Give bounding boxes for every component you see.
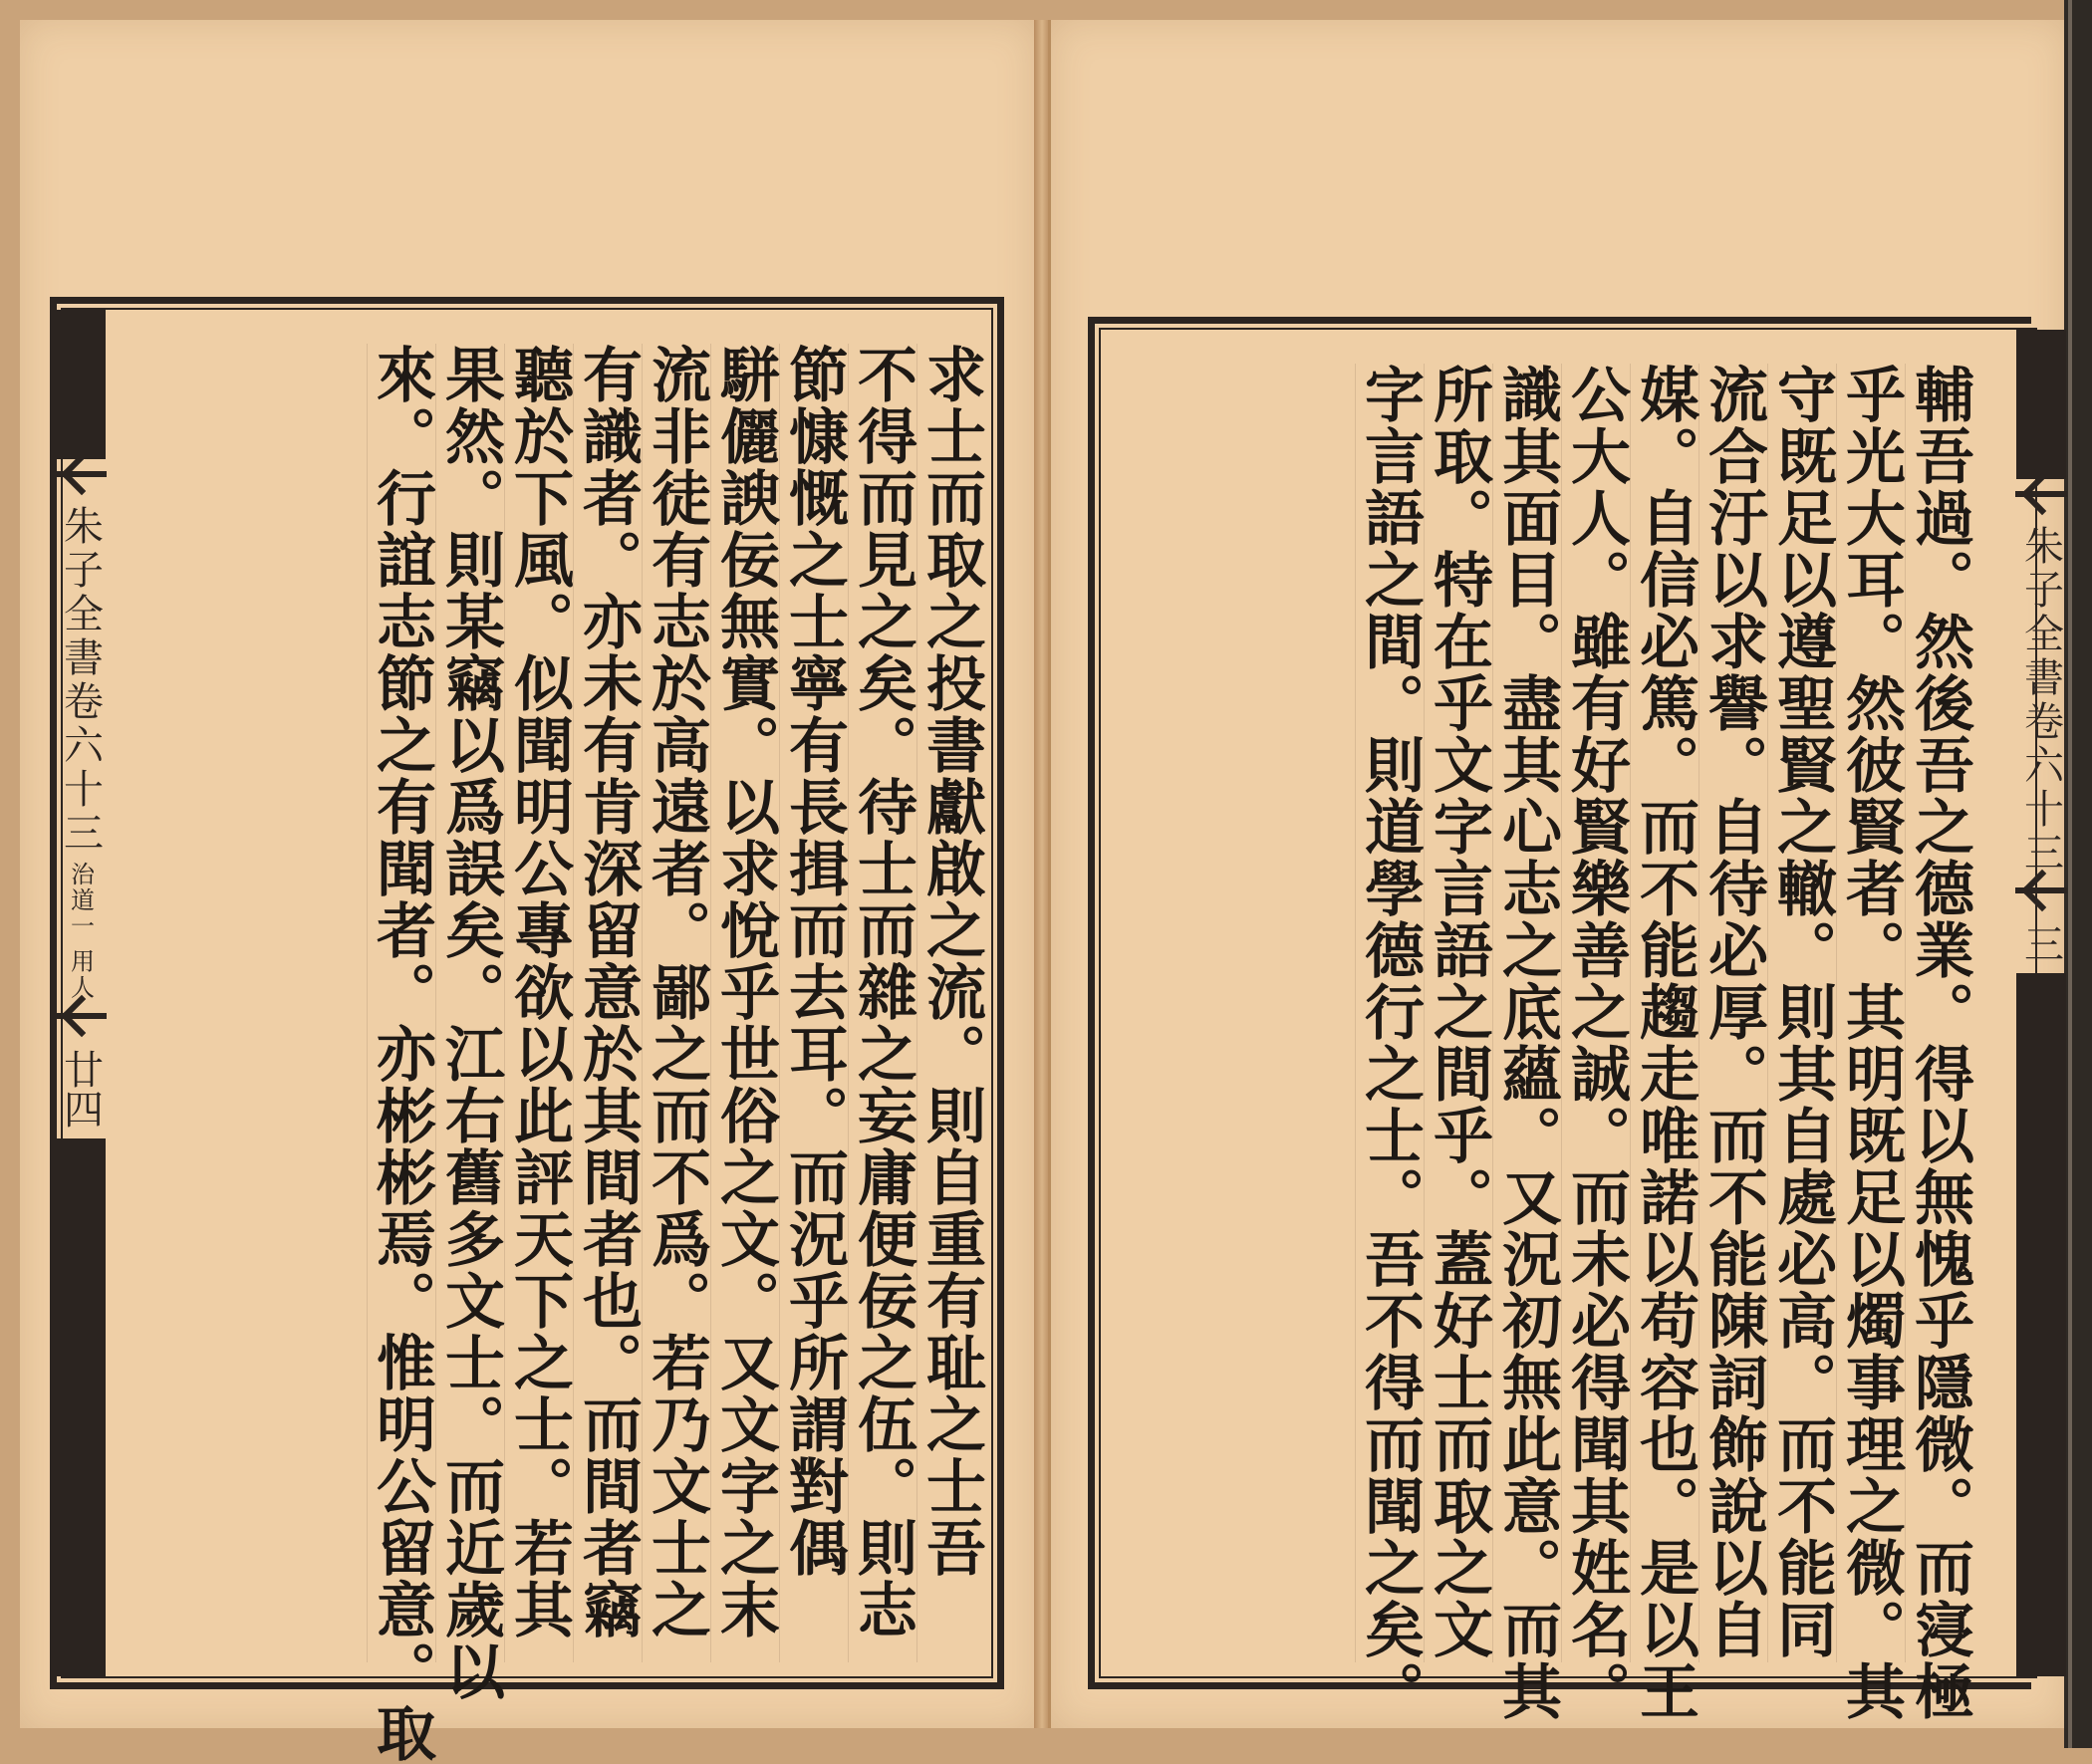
fish-tail-lower-icon: [53, 1001, 109, 1041]
text-column: 聽於下風。似聞明公專欲以此評天下之士。若其: [504, 344, 573, 1662]
text-column: 字言語之間。則道學德行之士。吾不得而聞之矣。: [1355, 364, 1425, 1722]
right-text-columns: [1115, 364, 1974, 1722]
text-column: 不得而見之矣。待士而雜之妄庸便佞之伍。則志: [848, 344, 916, 1662]
right-fold-top-bar: [2016, 330, 2066, 479]
right-fold-title: 朱子全書卷六十三: [2017, 525, 2064, 876]
left-fold-title: 朱子全書卷六十三: [57, 505, 104, 856]
fish-tail-lower-icon: [2013, 876, 2069, 915]
text-column: 媒。自信必篤。而不能趨走唯諾以苟容也。是以王: [1630, 364, 1700, 1722]
fish-tail-upper-icon: [2013, 479, 2069, 519]
text-column: 識其面目。盡其心志之底蘊。又況初無此意。而其: [1492, 364, 1562, 1722]
left-leaf-number: 廿四: [57, 1048, 104, 1129]
left-fold-top-bar: [56, 310, 106, 459]
text-column: 有識者。亦未有肯深留意於其間者也。而間者竊: [573, 344, 642, 1662]
text-column: 所取。特在乎文字言語之間乎。蓋好士而取之文: [1424, 364, 1493, 1660]
text-column: 輔吾過。然後吾之德業。得以無愧乎隱微。而寖極: [1905, 364, 1974, 1722]
fish-tail-upper-icon: [53, 459, 109, 499]
text-column: 來。行誼志節之有聞者。亦彬彬焉。惟明公留意。取: [367, 344, 436, 1764]
text-column: 守既足以遵聖賢之轍。則其自處必高。而不能同: [1767, 364, 1837, 1660]
text-column: 求士而取之投書獻啟之流。則自重有耻之士吾: [916, 344, 985, 1662]
right-fold-bottom-bar: [2016, 973, 2066, 1676]
left-fold-column: [51, 310, 111, 1676]
left-fold-bottom-bar: [56, 1138, 106, 1676]
text-column: 乎光大耳。然彼賢者。其明既足以燭事理之微。其: [1836, 364, 1906, 1722]
text-column: 果然。則某竊以爲誤矣。江右舊多文士。而近歲以: [435, 344, 505, 1702]
text-column: 節慷慨之士寧有長揖而去耳。而況乎所謂對偶: [779, 344, 848, 1662]
left-fold-chapter: 治道一 用人: [66, 862, 95, 1001]
text-column: 流非徒有志於高遠者。鄙之而不爲。若乃文士之: [642, 344, 710, 1662]
right-text-frame: [1088, 317, 2064, 1722]
text-column: 公大人。雖有好賢樂善之誠。而未必得聞其姓名。: [1561, 364, 1631, 1722]
left-text-frame: [50, 297, 1004, 1764]
left-text-columns: [125, 344, 986, 1764]
text-column: 流合汙以求譽。自待必厚。而不能陳詞飾說以自: [1699, 364, 1768, 1660]
right-leaf-number: 三: [2017, 923, 2064, 963]
text-column: 駢儷諛佞無實。以求悅乎世俗之文。又文字之末: [710, 344, 779, 1662]
right-fold-column: [2011, 330, 2071, 1676]
